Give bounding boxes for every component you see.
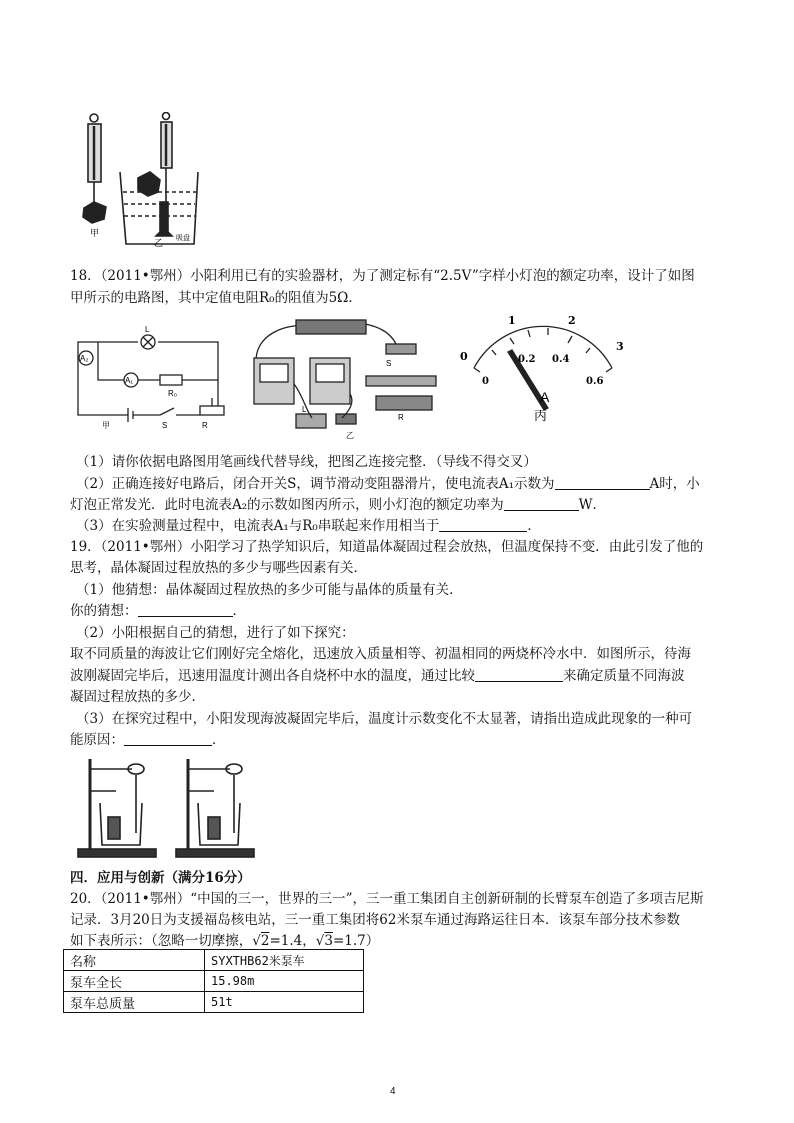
section4-title: 四．应用与创新（满分16分） [70,870,251,886]
q19-part2-line2 [70,666,730,686]
q19-part2b-end: 来确定质量不同海波 [563,668,685,684]
spring-scale-beaker-figure [76,112,200,250]
wiring-label-yi: 乙 [346,431,354,440]
meter-unit: A [540,389,550,405]
q20-line2: 记录．3月20日为支援福岛核电站，三一重工集团将62米泵车通过海路运往日本．该泵车部分技术参数 [70,912,680,928]
circuit-label-S: S [162,421,168,430]
q18-blank-current[interactable] [555,475,650,490]
wiring-label-R: R [398,413,404,422]
q18-part2-text: （2）正确连接好电路后，闭合开关S，调节滑动变阻器滑片，使电流表A₁示数为 [76,476,555,492]
q19-part3-line2 [70,730,730,750]
circuit-label-R0: R₀ [168,389,178,398]
q20-eq1: =1.4， [269,933,316,949]
q19-part2: （2）小阳根据自己的猜想，进行了如下探究： [76,625,355,641]
q19-part3b-text: 能原因： [70,732,124,748]
table-cell-value: 15.98m [205,971,364,992]
q19-part2-line3: 凝固过程放热的多少． [70,689,205,705]
q19-guess-end: ． [232,603,246,619]
sqrt3-radicand: 3 [324,933,333,949]
q18-blank-power[interactable] [504,496,579,511]
q18-part3-text: （3）在实验测量过程中，电流表A₁与R₀串联起来作用相当于 [76,518,440,534]
table-cell-value: 51t [205,992,364,1013]
q19-blank-compare[interactable] [475,667,563,682]
table-cell-value: SYXTHB62米泵车 [205,950,364,971]
beaker-apparatus-figure [76,753,256,859]
q19-part1b [70,601,730,621]
ammeter-figure [452,310,634,426]
meter-bottom-tick-1: 0.2 [518,354,536,365]
circuit-label-A2: A₂ [80,354,89,363]
fig17-label-xipan: 吸盘 [176,235,190,242]
q18-part2-line1 [76,474,736,494]
q19-part3b-end: ． [212,732,226,748]
meter-bottom-tick-2: 0.4 [552,354,570,365]
fig17-label-jia: 甲 [90,228,100,238]
wiring-label-L: L [302,405,307,414]
meter-top-tick-0: 0 [460,350,468,363]
q18-part2b-text: 灯泡正常发光．此时电流表A₂的示数如图丙所示，则小灯泡的额定功率为 [70,497,504,513]
meter-bottom-tick-3: 0.6 [586,376,604,387]
q18-part3-end: ． [527,518,541,534]
meter-top-tick-2: 2 [568,314,576,327]
page-number: 4 [390,1086,396,1097]
meter-label-bing: 丙 [534,408,548,423]
q19-line1: 19．（2011•鄂州）小阳学习了热学知识后，知道晶体凝固过程会放热，但温度保持不变．由此引发了他的 [70,539,704,555]
sqrt-symbol: √ [252,933,261,949]
circuit-diagram [68,320,233,430]
circuit-label-jia: 甲 [102,421,110,430]
q20-eq2: =1.7） [332,933,380,949]
q19-blank-reason[interactable] [124,731,212,746]
q18-part2b-end: W． [578,497,607,513]
fig17-label-yi: 乙 [154,238,164,248]
q20-line3-text: 如下表所示：（忽略一切摩擦， [70,933,253,949]
q18-part2-text-end: A时，小 [649,476,700,492]
table-row [64,992,364,1013]
circuit-label-L: L [145,325,150,334]
q19-part2-line1: 取不同质量的海波让它们刚好完全熔化，迅速放入质量相等、初温相同的两烧杯冷水中．如图所示，待海 [70,646,691,662]
q20-line1: 20．（2011•鄂州）“中国的三一，世界的三一”，三一重工集团自主创新研制的长臂泵车创造了多项吉尼斯 [70,891,704,907]
meter-top-tick-3: 3 [616,340,624,353]
q20-line3 [70,931,730,951]
wiring-label-S: S [386,359,392,368]
q19-guess-label: 你的猜想： [70,603,138,619]
table-cell-key: 泵车总质量 [64,992,205,1013]
table-cell-key: 名称 [64,950,205,971]
q19-part3-line1: （3）在探究过程中，小阳发现海波凝固完毕后，温度计示数变化不太显著，请指出造成此现象的一种可 [76,711,693,727]
table-row [64,950,364,971]
q18-part3 [76,516,736,536]
q18-blank-equivalent[interactable] [439,517,527,532]
meter-bottom-tick-0: 0 [482,376,489,387]
q19-part2b-text: 波刚凝固完毕后，迅速用温度计测出各自烧杯中水的温度，通过比较 [70,668,475,684]
q18-line1: 18．（2011•鄂州）小阳利用已有的实验器材，为了测定标有“2.5V”字样小灯泡的额定功率，设计了如图 [70,268,695,284]
q19-line2: 思考，晶体凝固过程放热的多少与哪些因素有关． [70,560,367,576]
wiring-figure [246,314,446,442]
table-row [64,971,364,992]
q19-part1: （1）他猜想：晶体凝固过程放热的多少可能与晶体的质量有关． [76,582,463,598]
meter-top-tick-1: 1 [508,314,516,327]
q18-part1: （1）请你依据电路图用笔画线代替导线，把图乙连接完整．（导线不得交叉） [76,454,537,470]
circuit-label-A1: A₁ [125,376,134,385]
q19-blank-guess[interactable] [138,602,233,617]
table-cell-key: 泵车全长 [64,971,205,992]
q18-part2-line2 [70,495,730,515]
circuit-label-R: R [202,421,208,430]
q18-line2: 甲所示的电路图，其中定值电阻R₀的阻值为5Ω． [70,290,362,306]
pump-truck-params-table [63,949,364,1013]
sqrt-symbol-2: √ [315,933,325,949]
sqrt2-radicand: 2 [260,933,270,949]
